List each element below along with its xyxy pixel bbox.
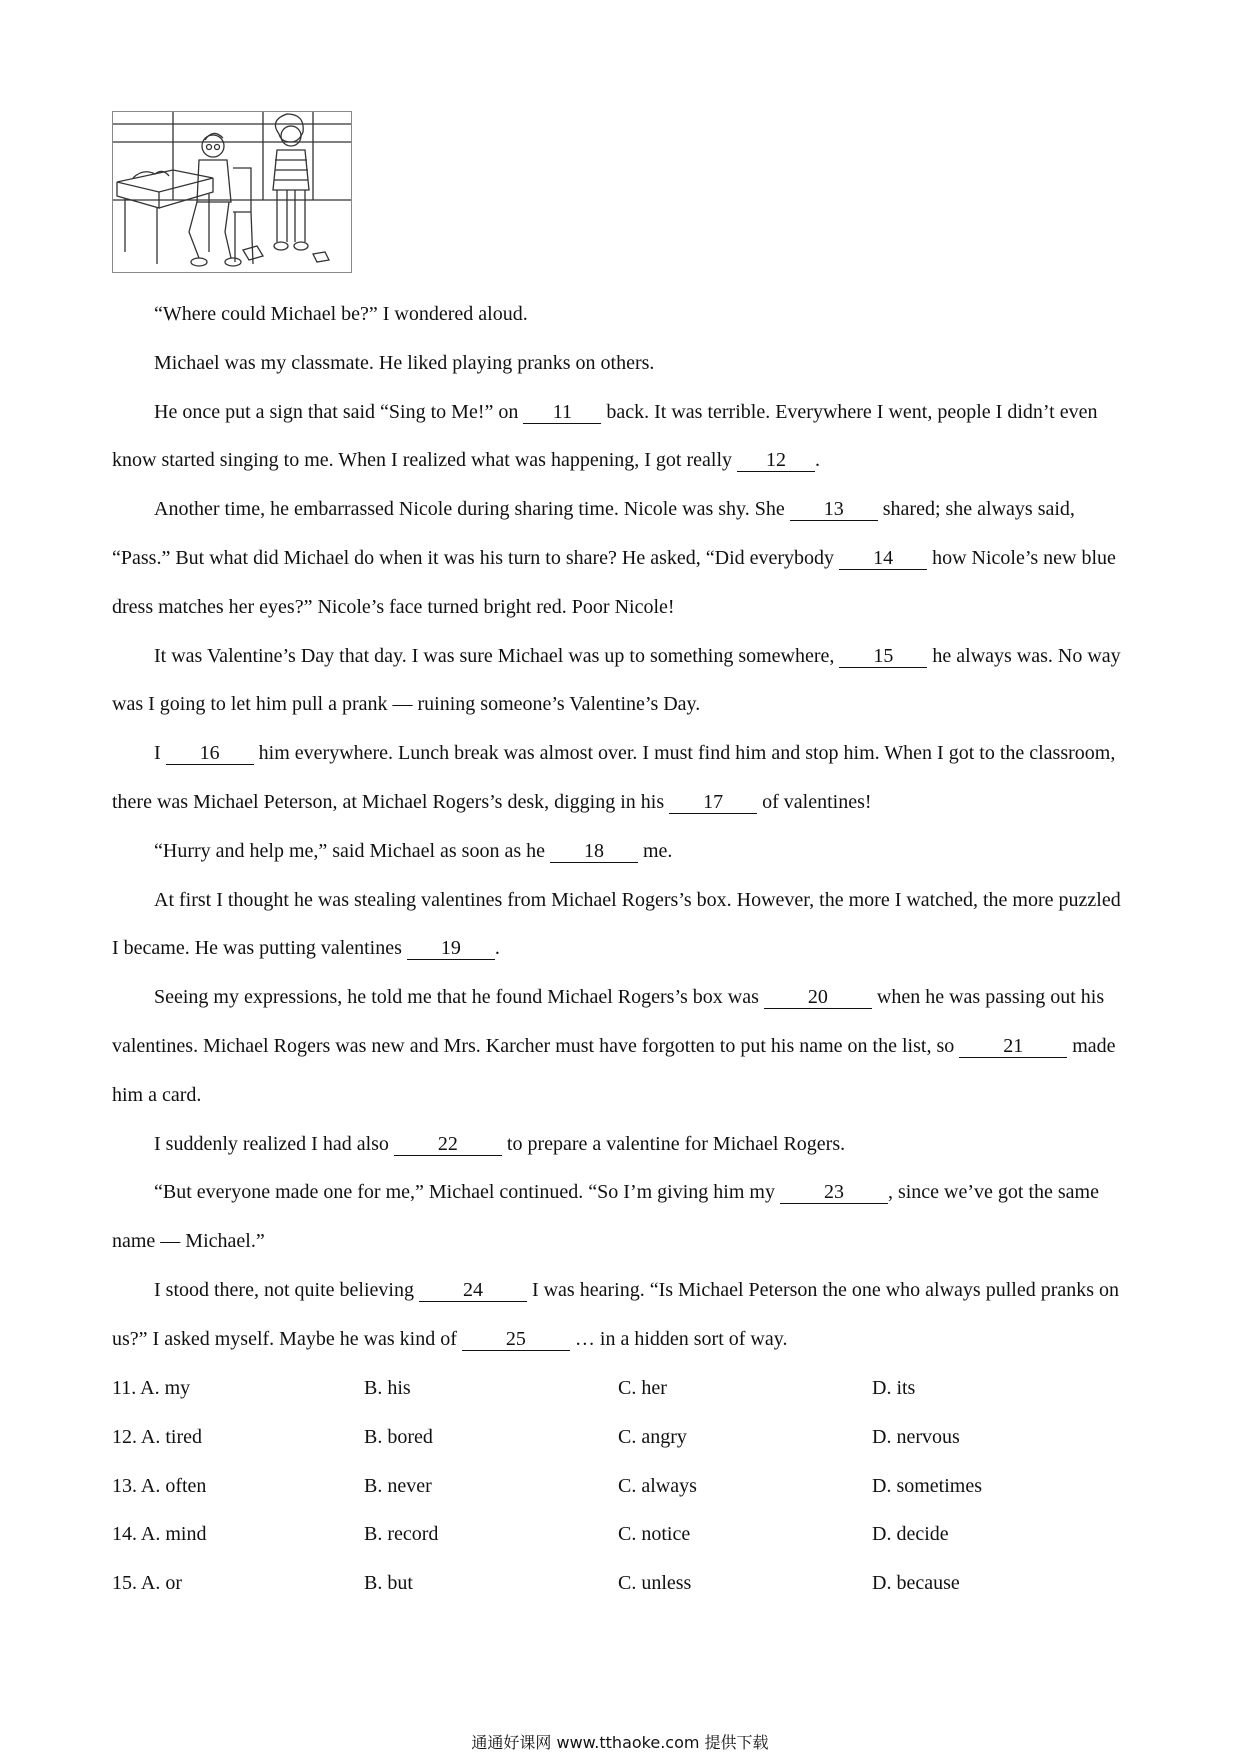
paragraph: It was Valentine’s Day that day. I was sure Michael was up to something somewhere, 15 he always was. No way was I going to let him pull a prank — ruining someone’s Valentine’s Day. (112, 644, 1121, 716)
option-row-14 (112, 1510, 1132, 1559)
blank-22[interactable]: 22 (394, 1133, 502, 1156)
blank-25[interactable]: 25 (462, 1328, 570, 1351)
option-d[interactable]: D. its (872, 1377, 916, 1399)
paragraph: He once put a sign that said “Sing to Me!” on 11 back. It was terrible. Everywhere I went, people I didn’t even know started singing to me. When I realized what was happening, I got really 12 . (112, 400, 1098, 472)
option-a[interactable]: 12. A. tired (112, 1425, 202, 1448)
paragraph: “Where could Michael be?” I wondered aloud. (154, 303, 528, 325)
paragraph: I 16 him everywhere. Lunch break was almost over. I must find him and stop him. When I got to the classroom, there was Michael Peterson, at Michael Rogers’s desk, digging in his 17 of valentines! (112, 742, 1116, 813)
blank-17[interactable]: 17 (669, 791, 757, 814)
option-row-11 (112, 1364, 1132, 1413)
blank-16[interactable]: 16 (166, 742, 254, 765)
paragraph: I suddenly realized I had also 22 to prepare a valentine for Michael Rogers. (154, 1132, 846, 1155)
page-footer: 通通好课网 www.tthaoke.com 提供下载 (471, 1733, 769, 1752)
option-d[interactable]: D. sometimes (872, 1474, 982, 1497)
option-b[interactable]: B. record (364, 1523, 439, 1546)
blank-14[interactable]: 14 (839, 547, 927, 570)
paragraph: At first I thought he was stealing valentines from Michael Rogers’s box. However, the more I watched, the more puzzled I became. He was putting valentines 19 . (112, 888, 1121, 960)
option-b[interactable]: B. but (364, 1572, 413, 1595)
blank-18[interactable]: 18 (550, 840, 638, 863)
blank-21[interactable]: 21 (959, 1035, 1067, 1058)
option-row-12 (112, 1413, 1132, 1462)
paragraph: Seeing my expressions, he told me that he found Michael Rogers’s box was 20 when he was passing out his valentines. Michael Rogers was new and Mrs. Karcher must have forgotten to put his name on the list, so 21 made him a card. (112, 986, 1116, 1106)
classroom-illustration (112, 111, 352, 273)
blank-12[interactable]: 12 (737, 449, 815, 472)
blank-19[interactable]: 19 (407, 937, 495, 960)
option-a[interactable]: 11. A. my (112, 1377, 191, 1399)
answer-options (112, 1364, 1132, 1608)
paragraph: Another time, he embarrassed Nicole during sharing time. Nicole was shy. She 13 shared; she always said, “Pass.” But what did Michael do when it was his turn to share? He asked, “Did everybody 14 how Nicole’s new blue dress matches her eyes?” Nicole’s face turned bright red. Poor Nicole! (112, 498, 1116, 618)
option-b[interactable]: B. his (364, 1377, 411, 1399)
option-b[interactable]: B. never (364, 1474, 432, 1497)
cloze-passage (112, 290, 1132, 1364)
option-a[interactable]: 13. A. often (112, 1474, 207, 1497)
blank-23[interactable]: 23 (780, 1181, 888, 1204)
option-c[interactable]: C. always (618, 1474, 697, 1497)
option-c[interactable]: C. unless (618, 1572, 692, 1595)
paragraph: I stood there, not quite believing 24 I was hearing. “Is Michael Peterson the one who always pulled pranks on us?” I asked myself. Maybe he was kind of 25 … in a hidden sort of way. (112, 1278, 1120, 1350)
blank-24[interactable]: 24 (419, 1279, 527, 1302)
option-a[interactable]: 14. A. mind (112, 1523, 207, 1546)
option-a[interactable]: 15. A. or (112, 1572, 182, 1595)
option-row-15 (112, 1559, 1132, 1608)
paragraph: “But everyone made one for me,” Michael continued. “So I’m giving him my 23 , since we’ve got the same name — Michael.” (112, 1181, 1099, 1253)
option-c[interactable]: C. notice (618, 1523, 691, 1546)
paragraph: “Hurry and help me,” said Michael as soon as he 18 me. (154, 839, 673, 862)
option-c[interactable]: C. her (618, 1377, 667, 1399)
option-d[interactable]: D. decide (872, 1523, 949, 1546)
option-c[interactable]: C. angry (618, 1425, 687, 1448)
classroom-drawing (113, 112, 351, 272)
option-d[interactable]: D. because (872, 1572, 960, 1595)
option-row-13 (112, 1462, 1132, 1511)
blank-11[interactable]: 11 (523, 401, 601, 424)
blank-20[interactable]: 20 (764, 986, 872, 1009)
blank-15[interactable]: 15 (839, 645, 927, 668)
option-b[interactable]: B. bored (364, 1425, 433, 1448)
blank-13[interactable]: 13 (790, 498, 878, 521)
paragraph: Michael was my classmate. He liked playing pranks on others. (154, 351, 655, 374)
option-d[interactable]: D. nervous (872, 1425, 960, 1448)
